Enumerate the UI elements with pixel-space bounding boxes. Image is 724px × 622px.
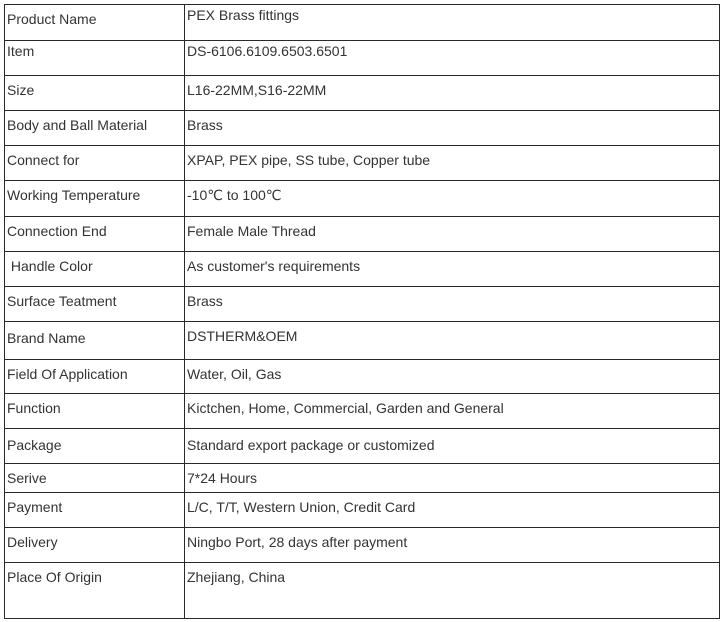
spec-value <box>185 360 720 394</box>
spec-label <box>5 146 185 181</box>
spec-label-text: Place Of Origin <box>7 569 102 585</box>
spec-label <box>5 217 185 252</box>
spec-value <box>185 394 720 429</box>
spec-value-text: 7*24 Hours <box>187 470 258 486</box>
spec-value-text: Brass <box>187 293 223 309</box>
spec-value-text: Kictchen, Home, Commercial, Garden and General <box>187 400 504 416</box>
spec-label <box>5 76 185 111</box>
spec-label-text: Product Name <box>7 11 97 27</box>
spec-label-text: Size <box>7 82 35 98</box>
spec-value <box>185 111 720 146</box>
spec-label-text: Connection End <box>7 223 107 239</box>
table-row <box>5 528 720 563</box>
spec-value <box>185 252 720 287</box>
table-row <box>5 322 720 360</box>
spec-value <box>185 217 720 252</box>
spec-label <box>5 563 185 619</box>
spec-value <box>185 322 720 360</box>
table-row <box>5 563 720 619</box>
spec-label <box>5 41 185 76</box>
table-row <box>5 429 720 464</box>
spec-value-text: Water, Oil, Gas <box>187 366 282 382</box>
spec-value <box>185 41 720 76</box>
spec-value-text: -10℃ to 100℃ <box>187 187 282 203</box>
spec-label-text: Surface Teatment <box>7 293 117 309</box>
spec-label <box>5 493 185 528</box>
table-row <box>5 394 720 429</box>
spec-label <box>5 464 185 493</box>
spec-label <box>5 528 185 563</box>
table-row <box>5 287 720 322</box>
spec-value-text: Brass <box>187 117 223 133</box>
table-row <box>5 360 720 394</box>
spec-value <box>185 493 720 528</box>
spec-value-text: XPAP, PEX pipe, SS tube, Copper tube <box>187 152 431 168</box>
spec-label-text: Serive <box>7 470 47 486</box>
table-row <box>5 111 720 146</box>
spec-label-text: Working Temperature <box>7 187 141 203</box>
spec-value-text: L16-22MM,S16-22MM <box>187 82 327 98</box>
spec-value <box>185 528 720 563</box>
spec-value <box>185 5 720 41</box>
spec-value <box>185 563 720 619</box>
product-spec-table <box>4 4 720 619</box>
table-row <box>5 464 720 493</box>
spec-value <box>185 287 720 322</box>
table-row <box>5 41 720 76</box>
spec-label <box>5 429 185 464</box>
spec-label <box>5 111 185 146</box>
spec-label <box>5 181 185 217</box>
spec-label-text: Connect for <box>7 152 80 168</box>
table-row <box>5 146 720 181</box>
table-row <box>5 252 720 287</box>
spec-label-text: Body and Ball Material <box>7 117 148 133</box>
spec-label-text: Delivery <box>7 534 58 550</box>
table-row <box>5 217 720 252</box>
table-row <box>5 493 720 528</box>
spec-value-text: DSTHERM&OEM <box>187 328 298 344</box>
spec-value-text: Female Male Thread <box>187 223 316 239</box>
spec-value-text: L/C, T/T, Western Union, Credit Card <box>187 499 416 515</box>
spec-value-text: DS-6106.6109.6503.6501 <box>187 43 348 59</box>
spec-label <box>5 252 185 287</box>
spec-value <box>185 464 720 493</box>
spec-value-text: As customer's requirements <box>187 258 361 274</box>
spec-label-text: Field Of Application <box>7 366 128 382</box>
table-row <box>5 5 720 41</box>
spec-label <box>5 394 185 429</box>
spec-label <box>5 360 185 394</box>
spec-value-text: Standard export package or customized <box>187 437 435 453</box>
spec-label-text: Function <box>7 400 61 416</box>
spec-value <box>185 181 720 217</box>
spec-label <box>5 322 185 360</box>
spec-label <box>5 5 185 41</box>
spec-label-text: Package <box>7 437 62 453</box>
table-row <box>5 181 720 217</box>
spec-value <box>185 76 720 111</box>
spec-label-text: Item <box>7 43 35 59</box>
spec-value-text: Ningbo Port, 28 days after payment <box>187 534 408 550</box>
spec-label-text: Brand Name <box>7 330 86 346</box>
spec-value-text: Zhejiang, China <box>187 569 286 585</box>
spec-label-text: Payment <box>7 499 63 515</box>
spec-value <box>185 429 720 464</box>
spec-label-text: Handle Color <box>7 258 93 274</box>
spec-value <box>185 146 720 181</box>
spec-label <box>5 287 185 322</box>
spec-value-text: PEX Brass fittings <box>187 7 300 23</box>
table-row <box>5 76 720 111</box>
